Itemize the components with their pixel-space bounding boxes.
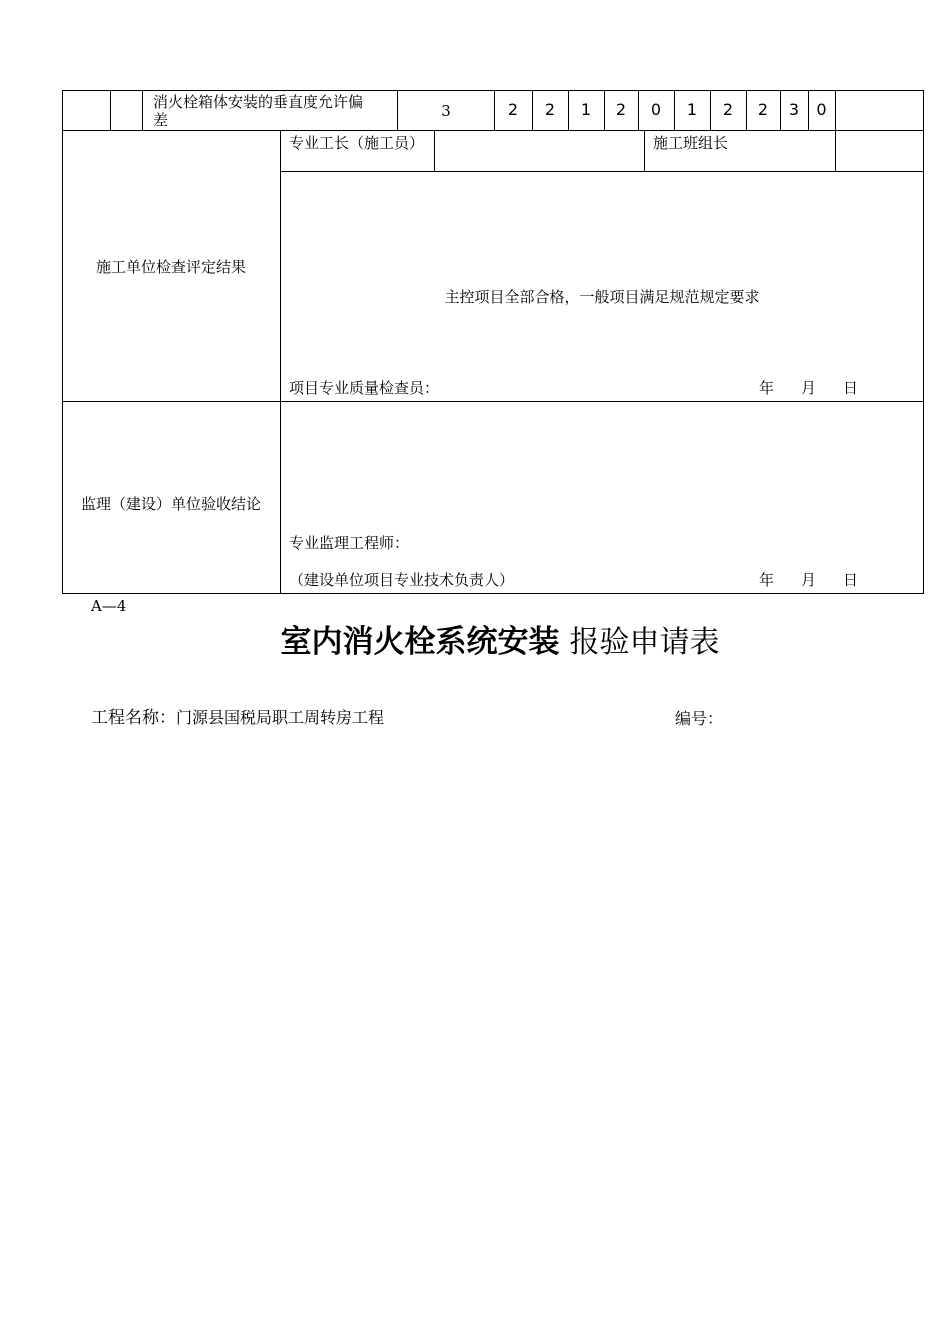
result-text: 主控项目全部合格，一般项目满足规范规定要求 (444, 288, 760, 306)
measurement-cell: 1 (686, 100, 698, 119)
measurement-cell: 2 (507, 100, 519, 119)
col-divider (434, 130, 435, 172)
supervising-engineer-label: 专业监理工程师： (289, 534, 410, 552)
quality-inspector-label: 项目专业质量检查员： (289, 379, 440, 397)
date-day-label: 日 (843, 379, 859, 397)
col-divider (110, 90, 111, 131)
col-divider (835, 90, 836, 172)
construction-result-label: 施工单位检查评定结果 (95, 258, 246, 276)
date-day-label: 日 (843, 571, 859, 589)
table-border-bottom (62, 593, 924, 594)
table-border-left (62, 90, 63, 594)
label-col-divider (280, 130, 281, 594)
form-number-label: 编号： (675, 709, 724, 728)
col-divider (142, 90, 143, 131)
measurement-cell: 2 (757, 100, 769, 119)
project-name-row (91, 707, 384, 729)
measurement-cell: 0 (650, 100, 662, 119)
row-divider (62, 130, 924, 131)
measurement-cell: 3 (788, 100, 800, 119)
measurement-cell: 2 (722, 100, 734, 119)
form-title (0, 620, 950, 665)
owner-technical-lead-label: （建设单位项目专业技术负责人） (289, 571, 515, 589)
supervision-conclusion-label: 监理（建设）单位验收结论 (80, 495, 261, 513)
project-name-value: 门源县国税局职工周转房工程 (176, 708, 385, 727)
item-label-line2: 差 (153, 111, 169, 129)
date-year-label: 年 (759, 379, 775, 397)
table-border-top (62, 90, 924, 91)
form-code: A—4 (91, 597, 127, 615)
measurement-cell: 0 (816, 100, 827, 119)
measurement-cell: 2 (615, 100, 627, 119)
allowed-deviation-value: 3 (441, 102, 451, 120)
foreman-label: 专业工长（施工员） (289, 134, 425, 152)
project-name-label: 工程名称： (91, 708, 176, 728)
measurement-cell: 2 (544, 100, 556, 119)
form-title-bold: 室内消火栓系统安装 (280, 624, 560, 660)
form-title-light: 报验申请表 (569, 625, 720, 660)
row-divider (280, 171, 924, 172)
table-border-right (923, 90, 924, 594)
date-month-label: 月 (801, 571, 817, 589)
team-leader-label: 施工班组长 (653, 134, 729, 152)
date-year-label: 年 (759, 571, 775, 589)
item-label-line1: 消火栓箱体安装的垂直度允许偏 (153, 93, 364, 111)
measurement-cell: 1 (580, 100, 592, 119)
row-divider (62, 401, 924, 402)
date-month-label: 月 (801, 379, 817, 397)
col-divider (644, 130, 645, 172)
